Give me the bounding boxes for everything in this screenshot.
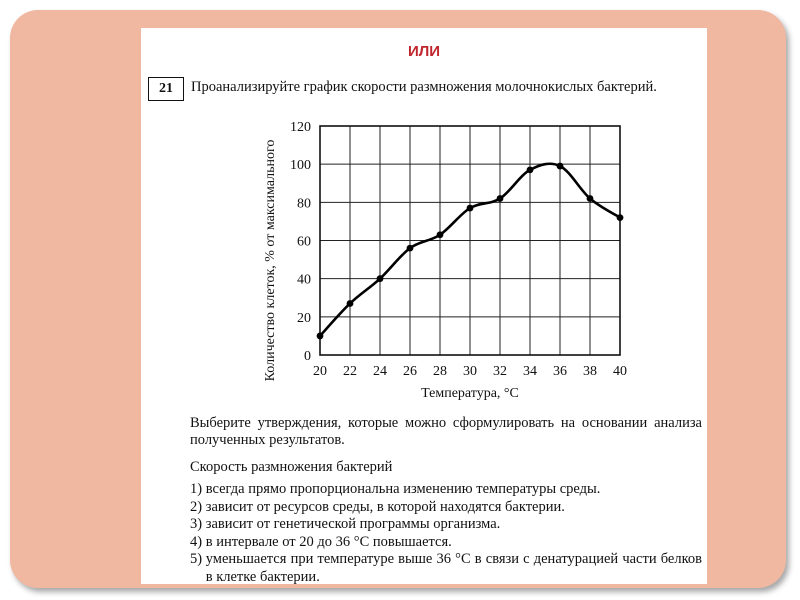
- answer-option-3: [190, 516, 702, 534]
- data-point: [437, 231, 444, 238]
- y-tick-label: 120: [290, 120, 311, 135]
- answer-options: [190, 481, 702, 586]
- question-text: Проанализируйте график скорости размножения молочнокислых бактерий.: [191, 79, 657, 95]
- x-tick-label: 28: [433, 364, 447, 379]
- x-tick-label: 26: [403, 364, 417, 379]
- data-point: [557, 163, 564, 170]
- y-tick-label: 100: [290, 158, 311, 174]
- option-text: зависит от генетической программы организма.: [205, 516, 501, 532]
- x-tick-label: 20: [313, 364, 327, 379]
- y-tick-label: 0: [304, 349, 311, 364]
- y-tick-label: 80: [297, 196, 311, 212]
- y-tick-label: 60: [297, 234, 311, 250]
- data-point: [617, 214, 624, 221]
- instructions-text: Выберите утверждения, которые можно сформулировать на основании анализа полученных результатов.: [190, 415, 702, 448]
- y-axis-label: Количество клеток, % от максимального: [263, 139, 278, 382]
- data-point: [407, 245, 414, 252]
- data-point: [347, 300, 354, 307]
- y-tick-label: 40: [297, 272, 311, 288]
- bacteria-growth-chart: [241, 116, 641, 416]
- x-tick-label: 32: [493, 364, 507, 379]
- x-tick-label: 36: [553, 364, 567, 379]
- option-text: зависит от ресурсов среды, в которой находятся бактерии.: [205, 498, 565, 515]
- x-tick-label: 24: [373, 364, 387, 379]
- option-text: в интервале от 20 до 36 °С повышается.: [205, 533, 452, 550]
- option-number: 5): [190, 551, 206, 567]
- data-point: [527, 166, 534, 173]
- data-point: [497, 195, 504, 202]
- task-page: [141, 28, 707, 584]
- option-number: 4): [190, 533, 206, 550]
- x-axis-label: Температура, °С: [421, 386, 519, 401]
- option-number: 2): [190, 498, 206, 515]
- answer-option-1: [190, 481, 702, 499]
- answer-option-5: [190, 551, 702, 586]
- task-number: 21: [148, 77, 184, 101]
- x-tick-label: 34: [523, 364, 537, 379]
- data-point: [467, 205, 474, 212]
- options-lead: Скорость размножения бактерий: [190, 459, 393, 475]
- data-point: [317, 333, 324, 340]
- x-tick-label: 22: [343, 364, 357, 379]
- x-tick-label: 30: [463, 364, 477, 379]
- slide-frame: [10, 10, 786, 588]
- y-tick-label: 20: [297, 310, 311, 326]
- x-tick-label: 38: [583, 364, 597, 379]
- option-text: уменьшается при температуре выше 36 °С в связи с денатурацией части белков в клетке бактерии.: [205, 551, 702, 585]
- option-number: 1): [190, 481, 206, 497]
- option-text: всегда прямо пропорциональна изменению температуры среды.: [205, 481, 601, 497]
- option-number: 3): [190, 516, 206, 532]
- or-heading: ИЛИ: [407, 43, 441, 60]
- data-point: [587, 195, 594, 202]
- answer-option-4: [190, 534, 702, 552]
- x-tick-label: 40: [613, 364, 627, 379]
- answer-option-2: [190, 499, 702, 517]
- data-point: [377, 275, 384, 282]
